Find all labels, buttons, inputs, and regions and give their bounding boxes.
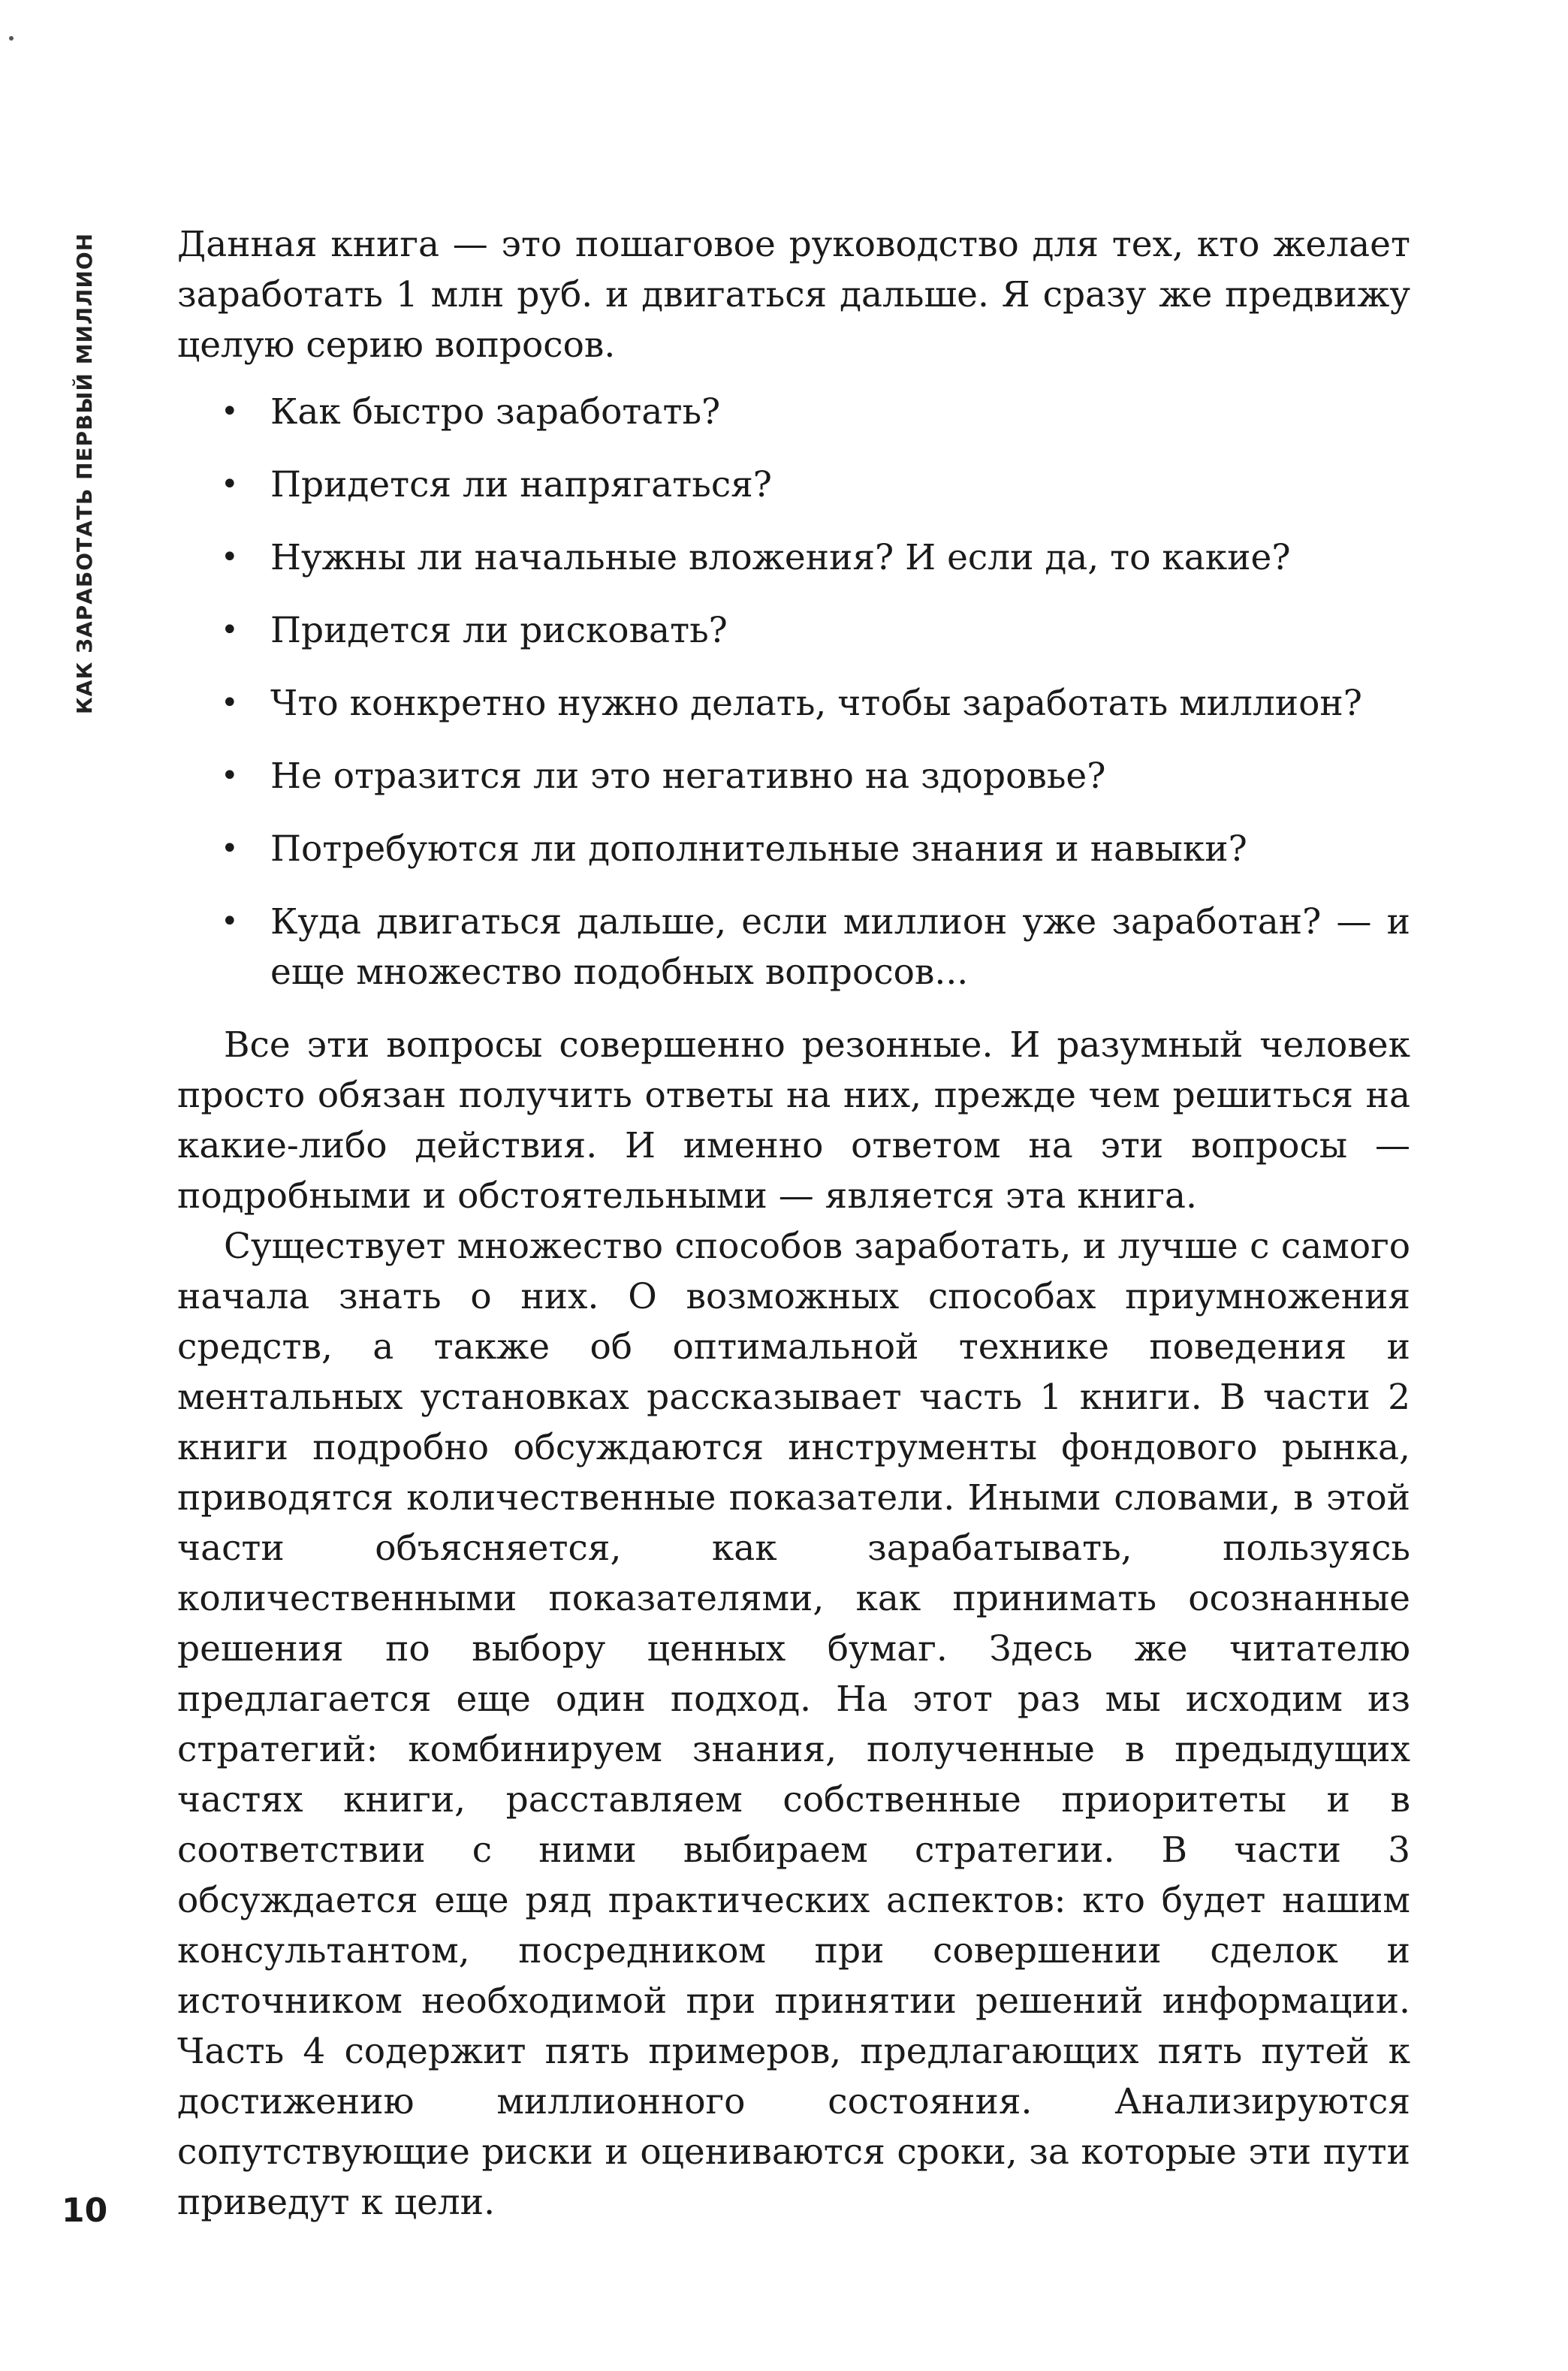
list-item-text: Что конкретно нужно делать, чтобы заработать миллион? <box>270 683 1362 724</box>
intro-paragraph: Данная книга — это пошаговое руководство для тех, кто желает заработать 1 млн руб. и двигаться дальше. Я сразу же предвижу целую серию вопросов. <box>177 224 1410 366</box>
list-item <box>177 532 1410 583</box>
list-item <box>177 897 1410 997</box>
bullet-icon: • <box>221 540 239 575</box>
bullet-icon: • <box>221 759 239 793</box>
list-item-text: Куда двигаться дальше, если миллион уже заработан? — и еще множество подобных вопросов... <box>270 901 1410 993</box>
list-item <box>177 605 1410 656</box>
bullet-icon: • <box>221 904 239 939</box>
body-paragraph: Существует множество способов заработать, и лучше с самого начала знать о них. О возможных способах приумножения средств, а также об оптимальной технике поведения и ментальных установках рассказывает часть 1 книги. В части 2 книги подробно обсуждаются инструменты фондового рынка, приводятся количественные показатели. Иными словами, в этой части объясняется, как зарабатывать, пользуясь количественными показателями, как принимать осознанные решения по выбору ценных бумаг. Здесь же читателю предлагается еще один подход. На этот раз мы исходим из стратегий: комбинируем знания, полученные в предыдущих частях книги, расставляем собственные приоритеты и в соответствии с ними выбираем стратегии. В части 3 обсуждается еще ряд практических аспектов: кто будет нашим консультантом, посредником при совершении сделок и источником необходимой при принятии решений информации. Часть 4 содержит пять примеров, предлагающих пять путей к достижению миллионного состояния. Анализируются сопутствующие риски и оцениваются сроки, за которые эти пути приведут к цели. <box>177 1226 1410 2223</box>
bullet-icon: • <box>221 831 239 866</box>
list-item-text: Нужны ли начальные вложения? И если да, то какие? <box>270 537 1291 578</box>
bullet-icon: • <box>221 613 239 647</box>
list-item <box>177 387 1410 437</box>
list-item-text: Не отразится ли это негативно на здоровье? <box>270 756 1106 797</box>
list-item <box>177 751 1410 801</box>
list-item <box>177 678 1410 728</box>
bullet-icon: • <box>221 394 239 429</box>
bullet-icon: • <box>221 467 239 502</box>
list-item-text: Придется ли рисковать? <box>270 610 728 651</box>
page-number: 10 <box>62 2192 108 2230</box>
scan-speck <box>9 36 14 41</box>
list-item-text: Как быстро заработать? <box>270 391 721 433</box>
list-item <box>177 460 1410 510</box>
list-item-text: Придется ли напрягаться? <box>270 464 773 505</box>
list-item-text: Потребуются ли дополнительные знания и навыки? <box>270 828 1247 870</box>
running-head-text: КАК ЗАРАБОТАТЬ ПЕРВЫЙ МИЛЛИОН <box>72 232 98 714</box>
running-head <box>59 233 111 713</box>
bullet-icon: • <box>221 686 239 720</box>
page-body <box>177 219 1410 2228</box>
list-item <box>177 824 1410 874</box>
body-paragraph: Все эти вопросы совершенно резонные. И разумный человек просто обязан получить ответы на них, прежде чем решиться на какие-либо действия. И именно ответом на эти вопросы — подробными и обстоятельными — является эта книга. <box>177 1024 1410 1217</box>
question-list <box>177 387 1410 997</box>
